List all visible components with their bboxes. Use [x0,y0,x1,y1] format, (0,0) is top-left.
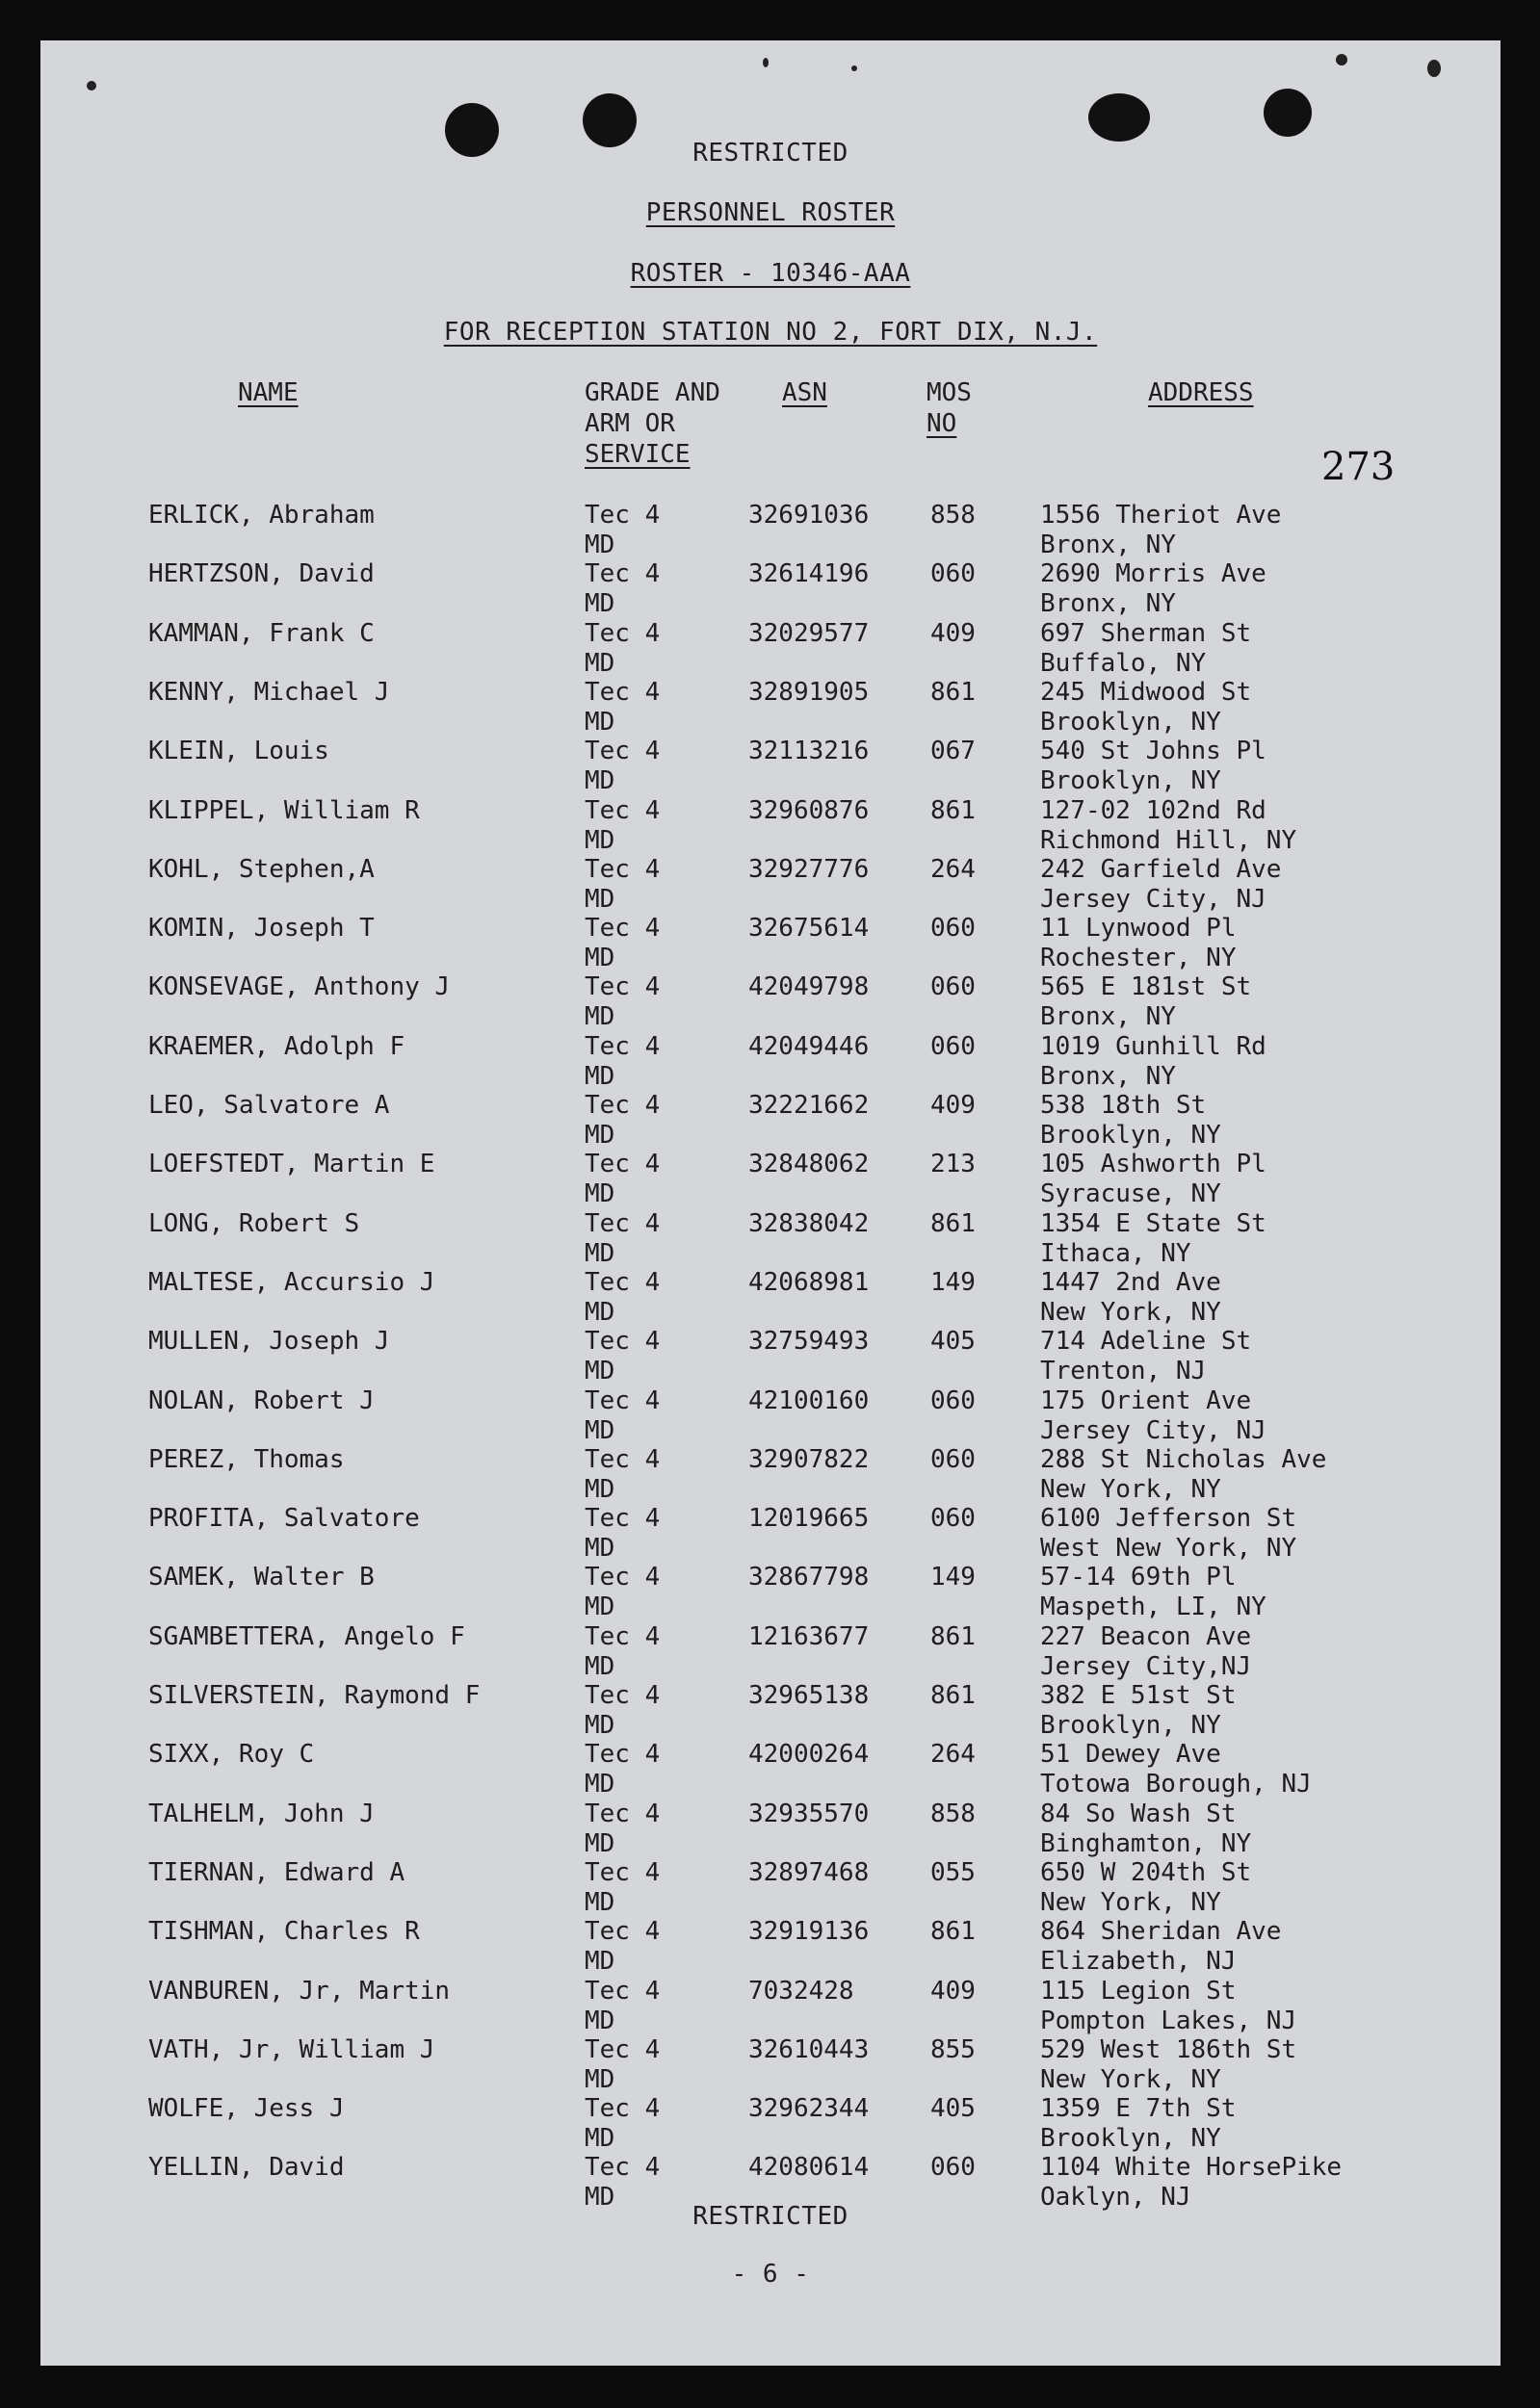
roster-arm: MD [585,1888,615,1917]
table-row [40,1150,1501,1209]
roster-name: KRAEMER, Adolph F [148,1032,405,1061]
roster-address-street: 105 Ashworth Pl [1040,1150,1266,1178]
roster-asn: 32029577 [748,619,870,648]
roster-address-street: 227 Beacon Ave [1040,1622,1252,1651]
roster-address-city: New York, NY [1040,1475,1221,1504]
roster-address-street: 697 Sherman St [1040,619,1252,648]
roster-grade: Tec 4 [585,1740,661,1769]
roster-address-street: 245 Midwood St [1040,678,1252,707]
roster-name: VATH, Jr, William J [148,2035,435,2064]
roster-name: NOLAN, Robert J [148,1386,375,1415]
document-subtitle [40,318,1501,347]
roster-address-street: 1019 Gunhill Rd [1040,1032,1266,1061]
roster-arm: MD [585,766,615,795]
roster-address-city: Pompton Lakes, NJ [1040,2007,1297,2035]
roster-address-street: 1354 E State St [1040,1209,1266,1238]
roster-arm: MD [585,944,615,972]
roster-name: SAMEK, Walter B [148,1563,375,1592]
roster-grade: Tec 4 [585,619,661,648]
roster-asn: 42049446 [748,1032,870,1061]
roster-grade: Tec 4 [585,1386,661,1415]
roster-asn: 32960876 [748,796,870,825]
table-row [40,2035,1501,2095]
roster-mos: 861 [930,1917,976,1946]
roster-asn: 42049798 [748,972,870,1001]
roster-address-city: Syracuse, NY [1040,1179,1221,1208]
table-row [40,1327,1501,1386]
classification-top: RESTRICTED [692,139,848,168]
roster-address-street: 288 St Nicholas Ave [1040,1445,1327,1474]
roster-name: PROFITA, Salvatore [148,1504,420,1533]
roster-grade: Tec 4 [585,2094,661,2123]
roster-asn: 42100160 [748,1386,870,1415]
roster-address-city: Bronx, NY [1040,1062,1176,1091]
roster-mos: 055 [930,1858,976,1887]
roster-mos: 861 [930,796,976,825]
roster-address-street: 127-02 102nd Rd [1040,796,1266,825]
roster-address-street: 714 Adeline St [1040,1327,1252,1356]
roster-arm: MD [585,1534,615,1563]
roster-mos: 861 [930,1209,976,1238]
col-header-name: NAME [238,378,299,407]
roster-mos: 060 [930,2153,976,2182]
roster-address-city: Brooklyn, NY [1040,1711,1221,1740]
roster-mos: 409 [930,619,976,648]
roster-address-street: 382 E 51st St [1040,1681,1237,1710]
roster-arm: MD [585,1179,615,1208]
table-row [40,1563,1501,1622]
table-row [40,501,1501,560]
table-row [40,1917,1501,1977]
page-footer: - 6 - [731,2260,810,2289]
roster-number [40,259,1501,288]
roster-name: TISHMAN, Charles R [148,1917,420,1946]
roster-grade: Tec 4 [585,737,661,765]
roster-grade: Tec 4 [585,501,661,530]
punch-hole-4 [1264,89,1312,137]
roster-page [40,40,1501,2366]
roster-address-city: New York, NY [1040,2065,1221,2094]
roster-grade: Tec 4 [585,1209,661,1238]
roster-asn: 42080614 [748,2153,870,2182]
roster-address-city: Elizabeth, NJ [1040,1947,1237,1976]
roster-mos: 861 [930,678,976,707]
roster-name: WOLFE, Jess J [148,2094,345,2123]
table-row [40,1504,1501,1564]
roster-name: LOEFSTEDT, Martin E [148,1150,435,1178]
roster-address-street: 1359 E 7th St [1040,2094,1237,2123]
roster-mos: 861 [930,1622,976,1651]
roster-grade: Tec 4 [585,1032,661,1061]
table-row [40,1681,1501,1741]
roster-arm: MD [585,2183,615,2212]
col-header-mos-line1: MOS [927,378,972,407]
roster-asn: 32221662 [748,1091,870,1120]
roster-mos: 264 [930,855,976,884]
roster-address-city: Brooklyn, NY [1040,708,1221,737]
roster-address-city: Bronx, NY [1040,531,1176,559]
roster-name: YELLIN, David [148,2153,345,2182]
ink-speck [1427,60,1441,77]
roster-asn: 32907822 [748,1445,870,1474]
table-row [40,2094,1501,2154]
roster-asn: 32919136 [748,1917,870,1946]
roster-address-city: Brooklyn, NY [1040,766,1221,795]
col-header-grade-line1: GRADE AND [585,378,720,407]
ink-speck [851,65,857,71]
roster-address-city: Jersey City,NJ [1040,1652,1252,1681]
roster-name: KOHL, Stephen,A [148,855,375,884]
roster-address-city: Bronx, NY [1040,1002,1176,1031]
roster-asn: 32675614 [748,914,870,943]
roster-mos: 149 [930,1563,976,1592]
col-header-grade [585,377,720,470]
roster-number-text: ROSTER - 10346-AAA [630,259,911,288]
roster-mos: 409 [930,1977,976,2006]
table-row [40,1445,1501,1505]
roster-arm: MD [585,1947,615,1976]
roster-arm: MD [585,1770,615,1799]
col-header-grade-line2: ARM OR [585,409,675,438]
roster-address-city: Totowa Borough, NJ [1040,1770,1312,1799]
table-row [40,1032,1501,1092]
roster-name: KENNY, Michael J [148,678,390,707]
table-row [40,855,1501,915]
roster-grade: Tec 4 [585,972,661,1001]
roster-name: LONG, Robert S [148,1209,360,1238]
table-row [40,1800,1501,1859]
table-row [40,914,1501,973]
roster-address-city: Brooklyn, NY [1040,1121,1221,1150]
roster-name: HERTZSON, David [148,559,375,588]
roster-asn: 32759493 [748,1327,870,1356]
roster-arm: MD [585,1652,615,1681]
document-title [40,198,1501,227]
roster-address-street: 1104 White HorsePike [1040,2153,1343,2182]
roster-arm: MD [585,1062,615,1091]
table-row [40,1858,1501,1918]
roster-name: SILVERSTEIN, Raymond F [148,1681,481,1710]
table-row [40,1386,1501,1446]
roster-mos: 067 [930,737,976,765]
roster-grade: Tec 4 [585,1327,661,1356]
roster-asn: 32848062 [748,1150,870,1178]
roster-address-street: 529 West 186th St [1040,2035,1297,2064]
col-header-mos [927,377,972,439]
col-header-address: ADDRESS [1148,378,1254,407]
roster-mos: 861 [930,1681,976,1710]
roster-grade: Tec 4 [585,1268,661,1297]
roster-asn: 32935570 [748,1800,870,1828]
roster-asn: 32610443 [748,2035,870,2064]
roster-name: TALHELM, John J [148,1800,375,1828]
roster-address-city: Jersey City, NJ [1040,1416,1266,1445]
roster-address-city: Jersey City, NJ [1040,885,1266,914]
roster-arm: MD [585,1121,615,1150]
roster-address-street: 864 Sheridan Ave [1040,1917,1282,1946]
roster-name: PEREZ, Thomas [148,1445,345,1474]
roster-address-street: 2690 Morris Ave [1040,559,1266,588]
roster-grade: Tec 4 [585,1563,661,1592]
document-title-text: PERSONNEL ROSTER [645,198,896,227]
roster-address-street: 650 W 204th St [1040,1858,1252,1887]
roster-asn: 32897468 [748,1858,870,1887]
roster-address-city: Rochester, NY [1040,944,1237,972]
roster-address-city: Ithaca, NY [1040,1239,1191,1268]
roster-address-street: 84 So Wash St [1040,1800,1237,1828]
roster-name: KLEIN, Louis [148,737,329,765]
roster-address-street: 540 St Johns Pl [1040,737,1266,765]
roster-grade: Tec 4 [585,1622,661,1651]
roster-address-street: 538 18th St [1040,1091,1207,1120]
roster-arm: MD [585,1475,615,1504]
table-row [40,1091,1501,1151]
roster-arm: MD [585,1829,615,1858]
roster-asn: 32614196 [748,559,870,588]
table-row [40,1622,1501,1682]
roster-grade: Tec 4 [585,796,661,825]
roster-asn: 7032428 [748,1977,854,2006]
roster-address-city: Maspeth, LI, NY [1040,1592,1266,1621]
roster-address-city: Trenton, NJ [1040,1357,1207,1385]
roster-asn: 32691036 [748,501,870,530]
roster-address-city: Buffalo, NY [1040,649,1207,678]
roster-name: ERLICK, Abraham [148,501,375,530]
roster-arm: MD [585,708,615,737]
roster-grade: Tec 4 [585,2035,661,2064]
roster-mos: 858 [930,1800,976,1828]
table-row [40,972,1501,1032]
roster-asn: 32927776 [748,855,870,884]
roster-grade: Tec 4 [585,1977,661,2006]
roster-asn: 32113216 [748,737,870,765]
roster-address-city: New York, NY [1040,1298,1221,1327]
roster-mos: 060 [930,1445,976,1474]
roster-arm: MD [585,649,615,678]
roster-arm: MD [585,826,615,855]
roster-grade: Tec 4 [585,1445,661,1474]
col-header-asn: ASN [782,378,827,407]
roster-arm: MD [585,1416,615,1445]
roster-address-street: 115 Legion St [1040,1977,1237,2006]
roster-mos: 213 [930,1150,976,1178]
roster-address-street: 175 Orient Ave [1040,1386,1252,1415]
roster-asn: 32838042 [748,1209,870,1238]
table-row [40,796,1501,856]
table-row [40,1977,1501,2036]
roster-name: TIERNAN, Edward A [148,1858,405,1887]
roster-asn: 32891905 [748,678,870,707]
roster-address-street: 565 E 181st St [1040,972,1252,1001]
roster-mos: 264 [930,1740,976,1769]
roster-arm: MD [585,885,615,914]
table-row [40,737,1501,796]
roster-address-street: 1556 Theriot Ave [1040,501,1282,530]
roster-name: KOMIN, Joseph T [148,914,375,943]
roster-asn: 32867798 [748,1563,870,1592]
roster-mos: 149 [930,1268,976,1297]
roster-mos: 855 [930,2035,976,2064]
roster-address-city: West New York, NY [1040,1534,1297,1563]
roster-mos: 060 [930,1504,976,1533]
roster-address-street: 1447 2nd Ave [1040,1268,1221,1297]
table-row [40,1740,1501,1800]
table-row [40,1209,1501,1269]
roster-name: SIXX, Roy C [148,1740,315,1769]
roster-grade: Tec 4 [585,1858,661,1887]
roster-arm: MD [585,531,615,559]
roster-grade: Tec 4 [585,914,661,943]
roster-asn: 42000264 [748,1740,870,1769]
roster-mos: 060 [930,972,976,1001]
roster-arm: MD [585,2124,615,2153]
roster-mos: 405 [930,1327,976,1356]
handwritten-page-number: 273 [1321,445,1396,489]
col-header-grade-line3: SERVICE [585,440,691,469]
roster-arm: MD [585,1592,615,1621]
roster-address-city: New York, NY [1040,1888,1221,1917]
roster-arm: MD [585,1711,615,1740]
roster-arm: MD [585,1298,615,1327]
roster-grade: Tec 4 [585,2153,661,2182]
roster-grade: Tec 4 [585,1917,661,1946]
roster-name: VANBUREN, Jr, Martin [148,1977,451,2006]
roster-address-street: 11 Lynwood Pl [1040,914,1237,943]
roster-mos: 060 [930,559,976,588]
ink-speck [87,81,96,91]
table-row [40,559,1501,619]
roster-mos: 060 [930,1032,976,1061]
roster-grade: Tec 4 [585,678,661,707]
roster-address-street: 51 Dewey Ave [1040,1740,1221,1769]
ink-speck [763,58,769,67]
roster-mos: 060 [930,1386,976,1415]
roster-asn: 12019665 [748,1504,870,1533]
roster-name: LEO, Salvatore A [148,1091,390,1120]
roster-name: MULLEN, Joseph J [148,1327,390,1356]
roster-asn: 12163677 [748,1622,870,1651]
ink-speck [1336,54,1347,65]
roster-mos: 060 [930,914,976,943]
roster-asn: 32962344 [748,2094,870,2123]
roster-grade: Tec 4 [585,1504,661,1533]
roster-grade: Tec 4 [585,1150,661,1178]
roster-arm: MD [585,1357,615,1385]
roster-grade: Tec 4 [585,855,661,884]
roster-mos: 409 [930,1091,976,1120]
roster-address-street: 242 Garfield Ave [1040,855,1282,884]
table-row [40,678,1501,738]
roster-address-city: Oaklyn, NJ [1040,2183,1191,2212]
roster-name: KLIPPEL, William R [148,796,420,825]
classification-bottom: RESTRICTED [692,2202,848,2231]
roster-name: SGAMBETTERA, Angelo F [148,1622,465,1651]
roster-grade: Tec 4 [585,559,661,588]
roster-asn: 32965138 [748,1681,870,1710]
table-row [40,1268,1501,1328]
roster-address-street: 57-14 69th Pl [1040,1563,1237,1592]
roster-address-city: Brooklyn, NY [1040,2124,1221,2153]
roster-address-city: Binghamton, NY [1040,1829,1252,1858]
roster-address-city: Bronx, NY [1040,589,1176,618]
roster-arm: MD [585,2007,615,2035]
roster-arm: MD [585,589,615,618]
table-row [40,619,1501,679]
roster-address-city: Richmond Hill, NY [1040,826,1297,855]
punch-hole-3 [1088,93,1150,142]
roster-name: KAMMAN, Frank C [148,619,375,648]
roster-name: MALTESE, Accursio J [148,1268,435,1297]
roster-asn: 42068981 [748,1268,870,1297]
roster-arm: MD [585,1002,615,1031]
roster-mos: 858 [930,501,976,530]
roster-mos: 405 [930,2094,976,2123]
col-header-mos-line2: NO [927,409,957,438]
roster-name: KONSEVAGE, Anthony J [148,972,451,1001]
roster-arm: MD [585,1239,615,1268]
roster-address-street: 6100 Jefferson St [1040,1504,1297,1533]
roster-grade: Tec 4 [585,1800,661,1828]
document-subtitle-text: FOR RECEPTION STATION NO 2, FORT DIX, N.J. [443,318,1098,347]
roster-grade: Tec 4 [585,1681,661,1710]
roster-arm: MD [585,2065,615,2094]
roster-grade: Tec 4 [585,1091,661,1120]
